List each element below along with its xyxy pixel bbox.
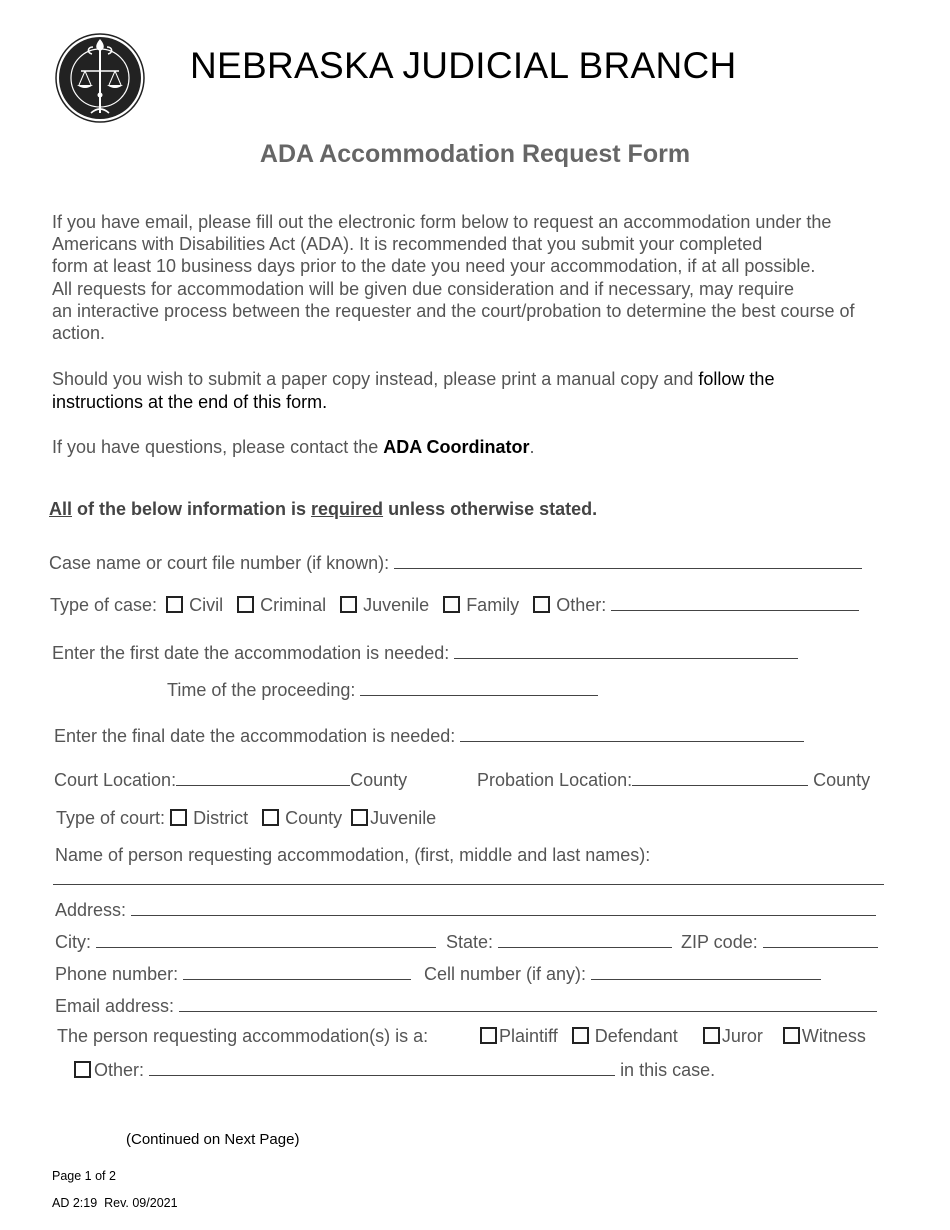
intro-paragraph xyxy=(52,211,855,344)
cell-label: Cell number (if any): xyxy=(424,964,587,984)
family-label: Family xyxy=(466,595,520,615)
state-input[interactable] xyxy=(498,929,672,948)
form-id: AD 2:19 Rev. 09/2021 xyxy=(52,1196,178,1210)
plaintiff-label: Plaintiff xyxy=(499,1026,558,1046)
case-type-label: Type of case: xyxy=(50,595,158,615)
family-checkbox[interactable] xyxy=(443,596,460,613)
case-type-other[interactable] xyxy=(533,595,606,615)
intro-line: If you have email, please fill out the electronic form below to request an accommodation under the xyxy=(52,212,832,232)
final-date-input[interactable] xyxy=(460,723,804,742)
witness-label: Witness xyxy=(801,1026,866,1046)
first-date-input[interactable] xyxy=(454,640,798,659)
required-note xyxy=(49,498,597,520)
required-note-text: of the below information is xyxy=(72,499,312,519)
email-label: Email address: xyxy=(55,996,175,1016)
case-name-label: Case name or court file number (if known): xyxy=(49,553,390,573)
state-row xyxy=(446,929,672,953)
role-plaintiff[interactable] xyxy=(480,1026,558,1046)
questions-contact-line xyxy=(52,436,535,458)
county-label: County xyxy=(285,808,343,828)
role-juror[interactable] xyxy=(703,1026,763,1046)
requester-role-options xyxy=(480,1025,866,1047)
other-case-input[interactable] xyxy=(611,592,859,611)
city-row xyxy=(55,929,436,953)
case-type-family[interactable] xyxy=(443,595,519,615)
probation-location-row xyxy=(477,767,870,791)
juror-checkbox[interactable] xyxy=(703,1027,720,1044)
other-role-input[interactable] xyxy=(149,1057,615,1076)
civil-checkbox[interactable] xyxy=(166,596,183,613)
intro-line: an interactive process between the requester and the court/probation to determine the best course of xyxy=(52,300,855,321)
defendant-checkbox[interactable] xyxy=(572,1027,589,1044)
email-input[interactable] xyxy=(179,993,877,1012)
requester-name-input[interactable] xyxy=(53,882,884,885)
final-date-row xyxy=(54,723,804,747)
city-input[interactable] xyxy=(96,929,436,948)
other-case-label: Other: xyxy=(556,595,607,615)
district-checkbox[interactable] xyxy=(170,809,187,826)
defendant-label: Defendant xyxy=(594,1026,678,1046)
city-label: City: xyxy=(55,932,91,952)
zip-row xyxy=(681,929,878,953)
case-type-civil[interactable] xyxy=(166,595,223,615)
form-title: ADA Accommodation Request Form xyxy=(259,140,691,168)
county-checkbox[interactable] xyxy=(262,809,279,826)
case-name-input[interactable] xyxy=(394,550,862,569)
requester-role-label: The person requesting accommodation(s) is a: xyxy=(57,1026,429,1046)
time-row xyxy=(167,677,598,701)
required-note-all: All xyxy=(49,499,73,519)
first-date-label: Enter the first date the accommodation is needed: xyxy=(52,643,450,663)
court-type-row xyxy=(56,807,436,829)
follow-instructions-link[interactable]: follow the xyxy=(698,369,775,389)
witness-checkbox[interactable] xyxy=(783,1027,800,1044)
cell-row xyxy=(424,961,821,985)
juvenile-court-checkbox[interactable] xyxy=(351,809,368,826)
address-label: Address: xyxy=(55,900,127,920)
questions-suffix: . xyxy=(529,437,535,457)
intro-line: action. xyxy=(52,323,106,344)
other-role-label: Other: xyxy=(94,1060,145,1080)
address-row xyxy=(55,897,876,921)
intro-line: Americans with Disabilities Act (ADA). It is recommended that you submit your completed xyxy=(52,234,763,255)
state-label: State: xyxy=(446,932,494,952)
ada-coordinator-link[interactable]: ADA Coordinator xyxy=(383,437,530,457)
follow-instructions-link-cont[interactable]: instructions at the end of this form. xyxy=(52,391,328,412)
court-type-county[interactable] xyxy=(262,808,342,828)
phone-row xyxy=(55,961,411,985)
other-role-checkbox[interactable] xyxy=(74,1061,91,1078)
case-type-row xyxy=(50,592,859,616)
probation-location-input[interactable] xyxy=(632,767,808,786)
judicial-seal-logo xyxy=(55,33,145,123)
juror-label: Juror xyxy=(721,1026,763,1046)
other-case-checkbox[interactable] xyxy=(533,596,550,613)
page-number: Page 1 of 2 xyxy=(52,1169,116,1183)
role-witness[interactable] xyxy=(783,1026,866,1046)
criminal-checkbox[interactable] xyxy=(237,596,254,613)
court-location-input[interactable] xyxy=(176,767,350,786)
court-type-juvenile[interactable] xyxy=(351,808,436,828)
required-note-required: required xyxy=(311,499,384,519)
court-location-row xyxy=(54,767,407,791)
required-note-text-2: unless otherwise stated. xyxy=(383,499,598,519)
phone-label: Phone number: xyxy=(55,964,179,984)
first-date-row xyxy=(52,640,798,664)
requester-name-label: Name of person requesting accommodation, (first, middle and last names): xyxy=(55,845,651,865)
intro-line: form at least 10 business days prior to the date you need your accommodation, if at all possible. xyxy=(52,256,816,277)
cell-input[interactable] xyxy=(591,961,821,980)
other-role-row xyxy=(74,1057,715,1081)
time-label: Time of the proceeding: xyxy=(167,680,356,700)
email-row xyxy=(55,993,877,1017)
case-name-row xyxy=(49,550,862,574)
final-date-label: Enter the final date the accommodation is needed: xyxy=(54,726,456,746)
court-location-label: Court Location: xyxy=(54,770,177,790)
org-name: NEBRASKA JUDICIAL BRANCH xyxy=(190,45,737,86)
time-input[interactable] xyxy=(360,677,598,696)
intro-line: All requests for accommodation will be given due consideration and if necessary, may require xyxy=(52,278,795,299)
case-type-juvenile[interactable] xyxy=(340,595,429,615)
juvenile-label: Juvenile xyxy=(363,595,430,615)
court-type-district[interactable] xyxy=(170,808,248,828)
juvenile-court-label: Juvenile xyxy=(370,808,437,828)
paper-copy-instructions xyxy=(52,368,774,413)
juvenile-checkbox[interactable] xyxy=(340,596,357,613)
criminal-label: Criminal xyxy=(260,595,327,615)
probation-location-label: Probation Location: xyxy=(477,770,633,790)
paper-copy-text: Should you wish to submit a paper copy instead, please print a manual copy and xyxy=(52,369,699,389)
case-type-criminal[interactable] xyxy=(237,595,326,615)
address-input[interactable] xyxy=(131,897,876,916)
plaintiff-checkbox[interactable] xyxy=(480,1027,497,1044)
questions-text: If you have questions, please contact the xyxy=(52,437,384,457)
court-type-label: Type of court: xyxy=(56,808,166,828)
continued-note: (Continued on Next Page) xyxy=(126,1131,300,1148)
role-defendant[interactable] xyxy=(572,1026,678,1046)
zip-label: ZIP code: xyxy=(681,932,758,952)
civil-label: Civil xyxy=(189,595,224,615)
court-county-word: County xyxy=(350,770,408,790)
district-label: District xyxy=(193,808,249,828)
in-this-case-text: in this case. xyxy=(620,1060,716,1080)
phone-input[interactable] xyxy=(183,961,411,980)
probation-county-word: County xyxy=(813,770,871,790)
zip-input[interactable] xyxy=(763,929,878,948)
